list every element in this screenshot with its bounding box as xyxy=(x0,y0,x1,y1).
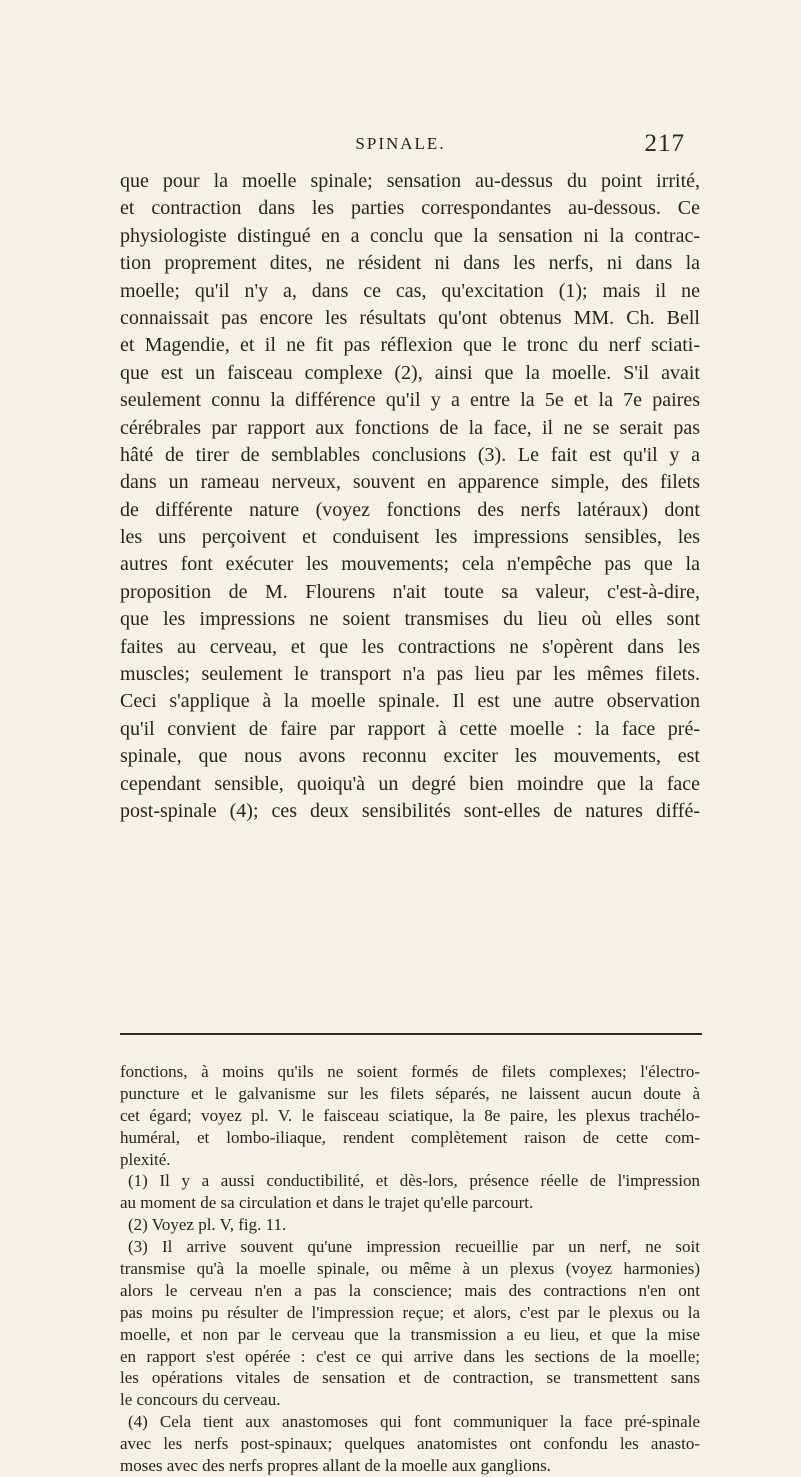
text-line: post-spinale (4); ces deux sensibilités sont-elles de natures diffé- xyxy=(120,799,700,822)
footnote-line: le concours du cerveau. xyxy=(120,1390,281,1410)
footnote-line: (4) Cela tient aux anastomoses qui font communiquer la face pré-spinale xyxy=(128,1412,700,1432)
running-head: SPINALE. xyxy=(355,134,446,153)
text-line: tion proprement dites, ne résident ni dans les nerfs, ni dans la xyxy=(120,252,700,275)
text-line: hâté de tirer de semblables conclusions (3). Le fait est qu'il y a xyxy=(120,443,700,466)
text-line: connaissait pas encore les résultats qu'ont obtenus MM. Ch. Bell xyxy=(120,306,700,329)
footnote-line: les opérations vitales de sensation et de contraction, se transmettent sans xyxy=(120,1368,700,1388)
text-line: et Magendie, et il ne fit pas réflexion que le tronc du nerf sciati- xyxy=(120,334,700,357)
text-line: moelle; qu'il n'y a, dans ce cas, qu'excitation (1); mais il ne xyxy=(120,279,700,302)
text-line: Ceci s'applique à la moelle spinale. Il est une autre observation xyxy=(120,690,700,713)
footnote-line: au moment de sa circulation et dans le trajet qu'elle parcourt. xyxy=(120,1193,534,1213)
text-line: faites au cerveau, et que les contractions ne s'opèrent dans les xyxy=(120,635,700,658)
text-line: cependant sensible, quoiqu'à un degré bien moindre que la face xyxy=(120,772,700,795)
text-line: autres font exécuter les mouvements; cela n'empêche pas que la xyxy=(120,553,700,576)
footnote-line: (1) Il y a aussi conductibilité, et dès-lors, présence réelle de l'impression xyxy=(128,1171,700,1191)
footnote-line: huméral, et lombo-iliaque, rendent complètement raison de cette com- xyxy=(120,1127,700,1147)
text-line: que les impressions ne soient transmises du lieu où elles sont xyxy=(120,608,700,631)
footnote-line: moses avec des nerfs propres allant de la moelle aux ganglions. xyxy=(120,1456,552,1476)
footnote-line: plexité. xyxy=(120,1149,171,1169)
footnote-line: moelle, et non par le cerveau que la transmission a eu lieu, et que la mise xyxy=(120,1324,700,1344)
footnote-line: transmise qu'à la moelle spinale, ou même à un plexus (voyez harmonies) xyxy=(120,1259,700,1279)
text-line: seulement connu la différence qu'il y a entre la 5e et la 7e paires xyxy=(120,389,700,412)
footnote-line: alors le cerveau n'en a pas la conscience; mais des contractions n'en ont xyxy=(120,1280,700,1300)
page-number: 217 xyxy=(644,130,685,157)
text-line: proposition de M. Flourens n'ait toute sa valeur, c'est-à-dire, xyxy=(120,580,700,603)
text-line: et contraction dans les parties correspondantes au-dessous. Ce xyxy=(120,197,700,220)
main-text xyxy=(120,168,700,825)
footnote-line: avec les nerfs post-spinaux; quelques anatomistes ont confondu les anasto- xyxy=(120,1434,700,1454)
footnote-line: en rapport s'est opérée : c'est ce qui arrive dans les sections de la moelle; xyxy=(120,1346,700,1366)
text-line: que pour la moelle spinale; sensation au-dessus du point irrité, xyxy=(120,170,700,192)
text-line: les uns perçoivent et conduisent les impressions sensibles, les xyxy=(120,526,700,549)
footnote-line: fonctions, à moins qu'ils ne soient formés de filets complexes; l'électro- xyxy=(120,1062,700,1081)
text-line: spinale, que nous avons reconnu exciter les mouvements, est xyxy=(120,745,700,768)
text-line: que est un faisceau complexe (2), ainsi que la moelle. S'il avait xyxy=(120,361,700,384)
footnote-line: cet égard; voyez pl. V. le faisceau sciatique, la 8e paire, les plexus trachélo- xyxy=(120,1105,700,1125)
text-line: qu'il convient de faire par rapport à cette moelle : la face pré- xyxy=(120,717,700,740)
footnote-line: pas moins pu résulter de l'impression reçue; et alors, c'est par le plexus ou la xyxy=(120,1302,700,1322)
text-line: dans un rameau nerveux, souvent en apparence simple, des filets xyxy=(120,471,700,494)
footnote-line: (2) Voyez pl. V, fig. 11. xyxy=(128,1215,287,1235)
footnote-line: puncture et le galvanisme sur les filets séparés, ne laissent aucun doute à xyxy=(120,1083,700,1103)
page-header xyxy=(0,130,801,170)
text-line: de différente nature (voyez fonctions des nerfs latéraux) dont xyxy=(120,498,700,521)
text-line: cérébrales par rapport aux fonctions de la face, il ne se serait pas xyxy=(120,416,700,439)
footnote-divider xyxy=(120,1033,702,1035)
text-line: muscles; seulement le transport n'a pas lieu par les mêmes filets. xyxy=(120,663,700,686)
footnote-line: (3) Il arrive souvent qu'une impression recueillie par un nerf, ne soit xyxy=(128,1237,700,1257)
text-line: physiologiste distingué en a conclu que la sensation ni la contrac- xyxy=(120,224,700,247)
